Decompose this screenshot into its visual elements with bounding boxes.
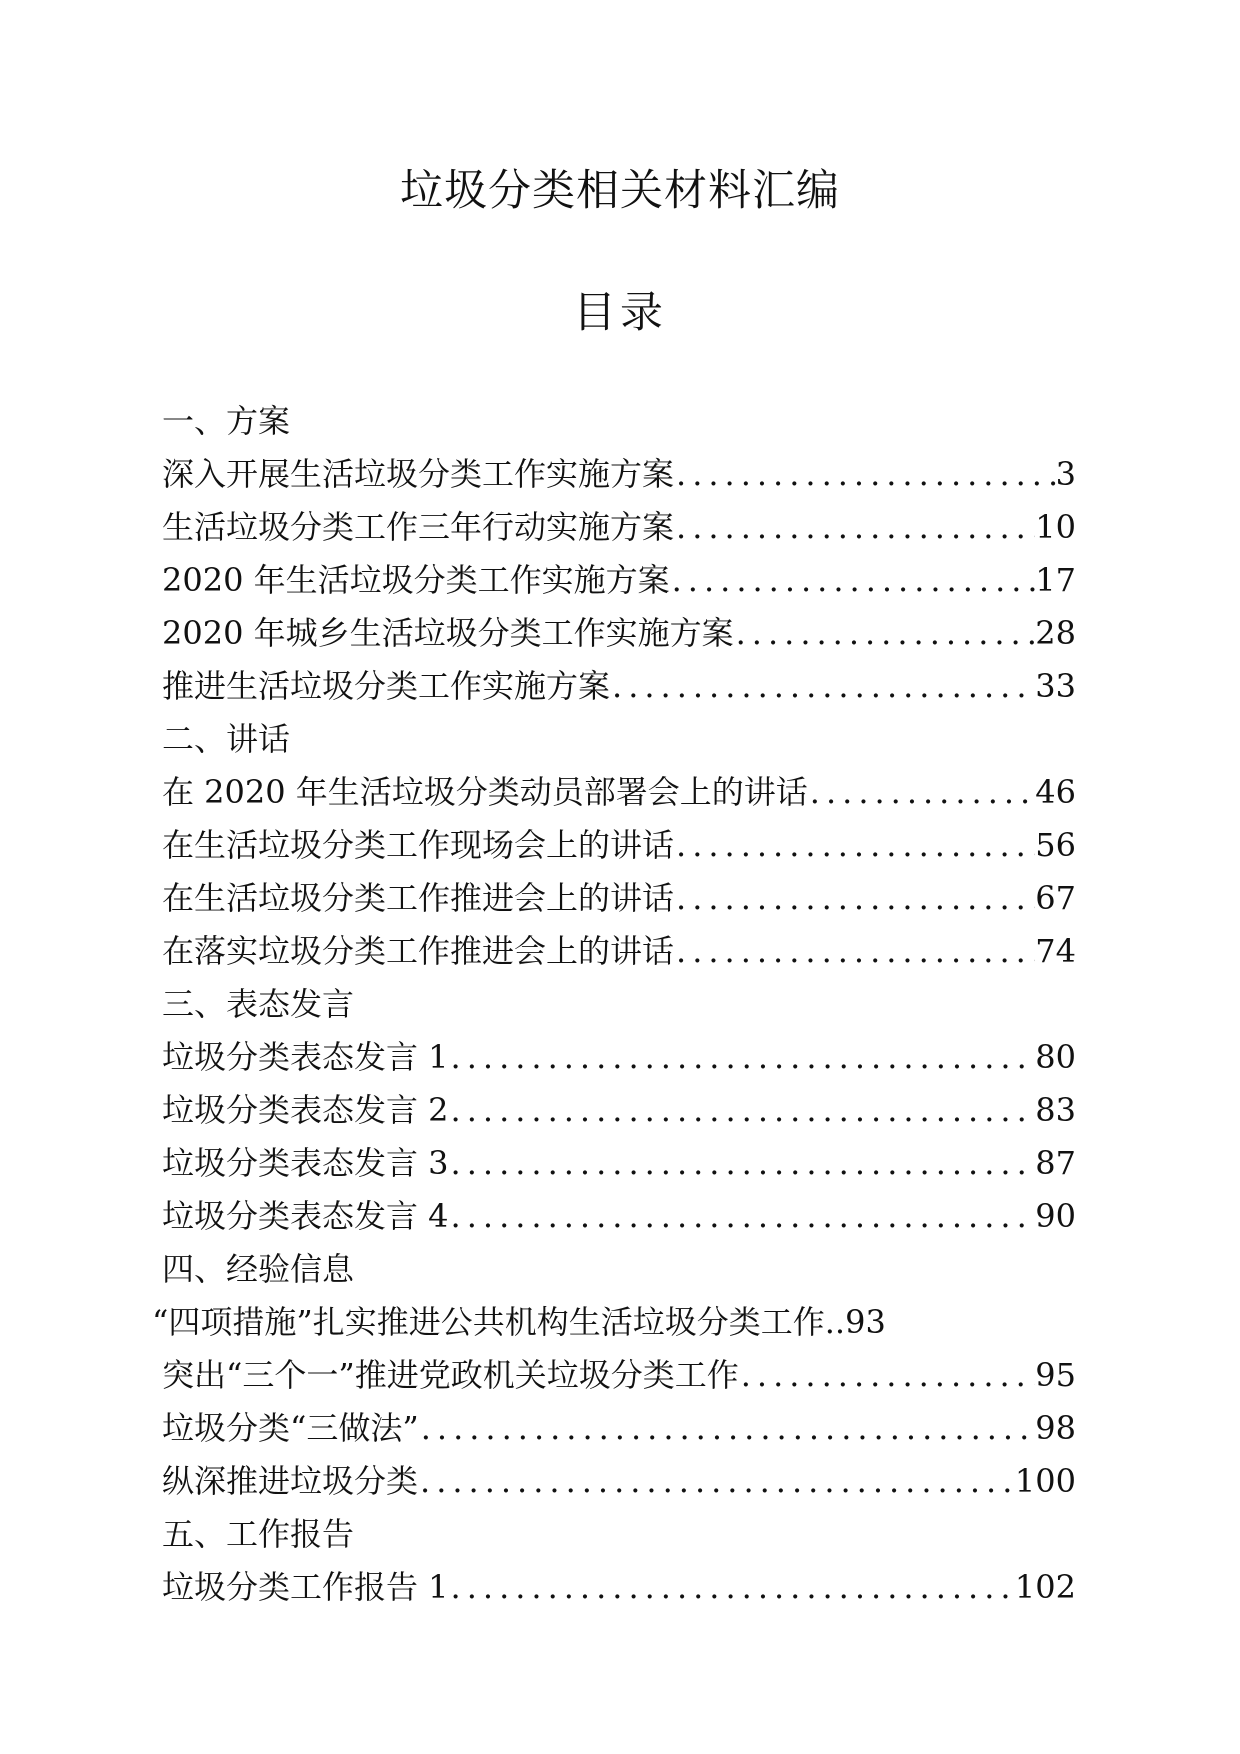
toc-entry-title: 2020 年生活垃圾分类工作实施方案 — [162, 561, 670, 599]
toc-entry-page: 46 — [1035, 773, 1076, 811]
toc-entry-title: 垃圾分类表态发言 3 — [162, 1144, 449, 1182]
toc-entry[interactable] — [162, 1349, 1076, 1402]
toc-leader-dots — [808, 766, 1035, 819]
toc-entry[interactable] — [162, 925, 1076, 978]
toc-entry-page: 3 — [1055, 455, 1076, 493]
toc-entry-title: 垃圾分类工作报告 1 — [162, 1568, 449, 1606]
toc-leader-dots — [418, 1455, 1015, 1508]
toc-entry-title: 纵深推进垃圾分类 — [162, 1462, 419, 1500]
toc-leader-dots — [674, 872, 1035, 925]
toc-entry-title: 垃圾分类表态发言 4 — [162, 1197, 449, 1235]
toc-entry-page: 83 — [1035, 1091, 1076, 1129]
toc-entry[interactable] — [162, 1137, 1076, 1190]
toc-entry-title: 垃圾分类表态发言 2 — [162, 1091, 449, 1129]
toc-entry[interactable] — [162, 1084, 1076, 1137]
toc-leader-dots — [674, 501, 1035, 554]
toc-heading: 目录 — [573, 288, 667, 338]
toc-entry-page: 98 — [1035, 1409, 1076, 1447]
toc-entry-page: 87 — [1035, 1144, 1076, 1182]
toc-entry[interactable] — [162, 607, 1076, 660]
toc-leader-dots — [739, 1349, 1036, 1402]
toc-entry[interactable] — [162, 1031, 1076, 1084]
toc-entry-title: 生活垃圾分类工作三年行动实施方案 — [162, 508, 675, 546]
toc-leader-dots — [449, 1031, 1036, 1084]
toc-entry-page: 67 — [1035, 879, 1076, 917]
toc-entry-page: 90 — [1035, 1197, 1076, 1235]
toc-entry-page: 17 — [1035, 561, 1076, 599]
toc-entry[interactable] — [162, 554, 1076, 607]
toc-entry[interactable] — [162, 501, 1076, 554]
toc-section-title: 一、方案 — [162, 402, 291, 440]
toc-entry-page: 80 — [1035, 1038, 1076, 1076]
toc-entry-title: “四项措施”扎实推进公共机构生活垃圾分类工作.. — [152, 1303, 846, 1341]
toc-entry[interactable] — [162, 766, 1076, 819]
toc-leader-dots — [674, 925, 1035, 978]
toc-entry[interactable] — [162, 1561, 1076, 1614]
toc-leader-dots — [734, 607, 1036, 660]
document-title: 垃圾分类相关材料汇编 — [400, 166, 840, 216]
toc-entry-page: 100 — [1014, 1462, 1076, 1500]
toc-leader-dots — [674, 448, 1056, 501]
toc-entry-page: 28 — [1035, 614, 1076, 652]
toc-entry[interactable] — [162, 819, 1076, 872]
toc-leader-dots — [674, 819, 1035, 872]
toc-section-title: 二、讲话 — [162, 720, 291, 758]
toc-entry-title: 在 2020 年生活垃圾分类动员部署会上的讲话 — [162, 773, 808, 811]
toc-entry-page: 102 — [1014, 1568, 1076, 1606]
toc-entry-title: 2020 年城乡生活垃圾分类工作实施方案 — [162, 614, 734, 652]
toc-section-title: 五、工作报告 — [162, 1515, 355, 1553]
toc-entry-title: 垃圾分类表态发言 1 — [162, 1038, 449, 1076]
toc-entry-title: 垃圾分类“三做法” — [162, 1409, 419, 1447]
toc-section-title: 三、表态发言 — [162, 985, 355, 1023]
toc-entry-title: 突出“三个一”推进党政机关垃圾分类工作 — [162, 1356, 739, 1394]
toc-entry[interactable] — [162, 1455, 1076, 1508]
toc-entry[interactable] — [162, 872, 1076, 925]
toc-leader-dots — [449, 1190, 1036, 1243]
toc-leader-dots — [449, 1084, 1036, 1137]
toc-leader-dots — [670, 554, 1036, 607]
toc-entry[interactable] — [162, 448, 1076, 501]
toc-leader-dots — [449, 1561, 1015, 1614]
toc-leader-dots — [610, 660, 1035, 713]
table-of-contents — [152, 395, 1076, 1614]
toc-entry[interactable] — [162, 1402, 1076, 1455]
toc-entry-page: 74 — [1035, 932, 1076, 970]
toc-entry-title: 推进生活垃圾分类工作实施方案 — [162, 667, 611, 705]
toc-entry-title: 在生活垃圾分类工作推进会上的讲话 — [162, 879, 675, 917]
toc-entry[interactable] — [152, 1296, 1076, 1349]
toc-section-title: 四、经验信息 — [162, 1250, 355, 1288]
toc-entry-page: 95 — [1035, 1356, 1076, 1394]
toc-entry-title: 深入开展生活垃圾分类工作实施方案 — [162, 455, 675, 493]
toc-entry-page: 56 — [1035, 826, 1076, 864]
toc-entry[interactable] — [162, 1190, 1076, 1243]
toc-entry[interactable] — [162, 660, 1076, 713]
toc-entry-page: 10 — [1035, 508, 1076, 546]
toc-leader-dots — [449, 1137, 1036, 1190]
toc-leader-dots — [419, 1402, 1036, 1455]
toc-entry-page: 33 — [1035, 667, 1076, 705]
toc-entry-page: 93 — [845, 1303, 886, 1341]
toc-entry-title: 在落实垃圾分类工作推进会上的讲话 — [162, 932, 675, 970]
toc-entry-title: 在生活垃圾分类工作现场会上的讲话 — [162, 826, 675, 864]
